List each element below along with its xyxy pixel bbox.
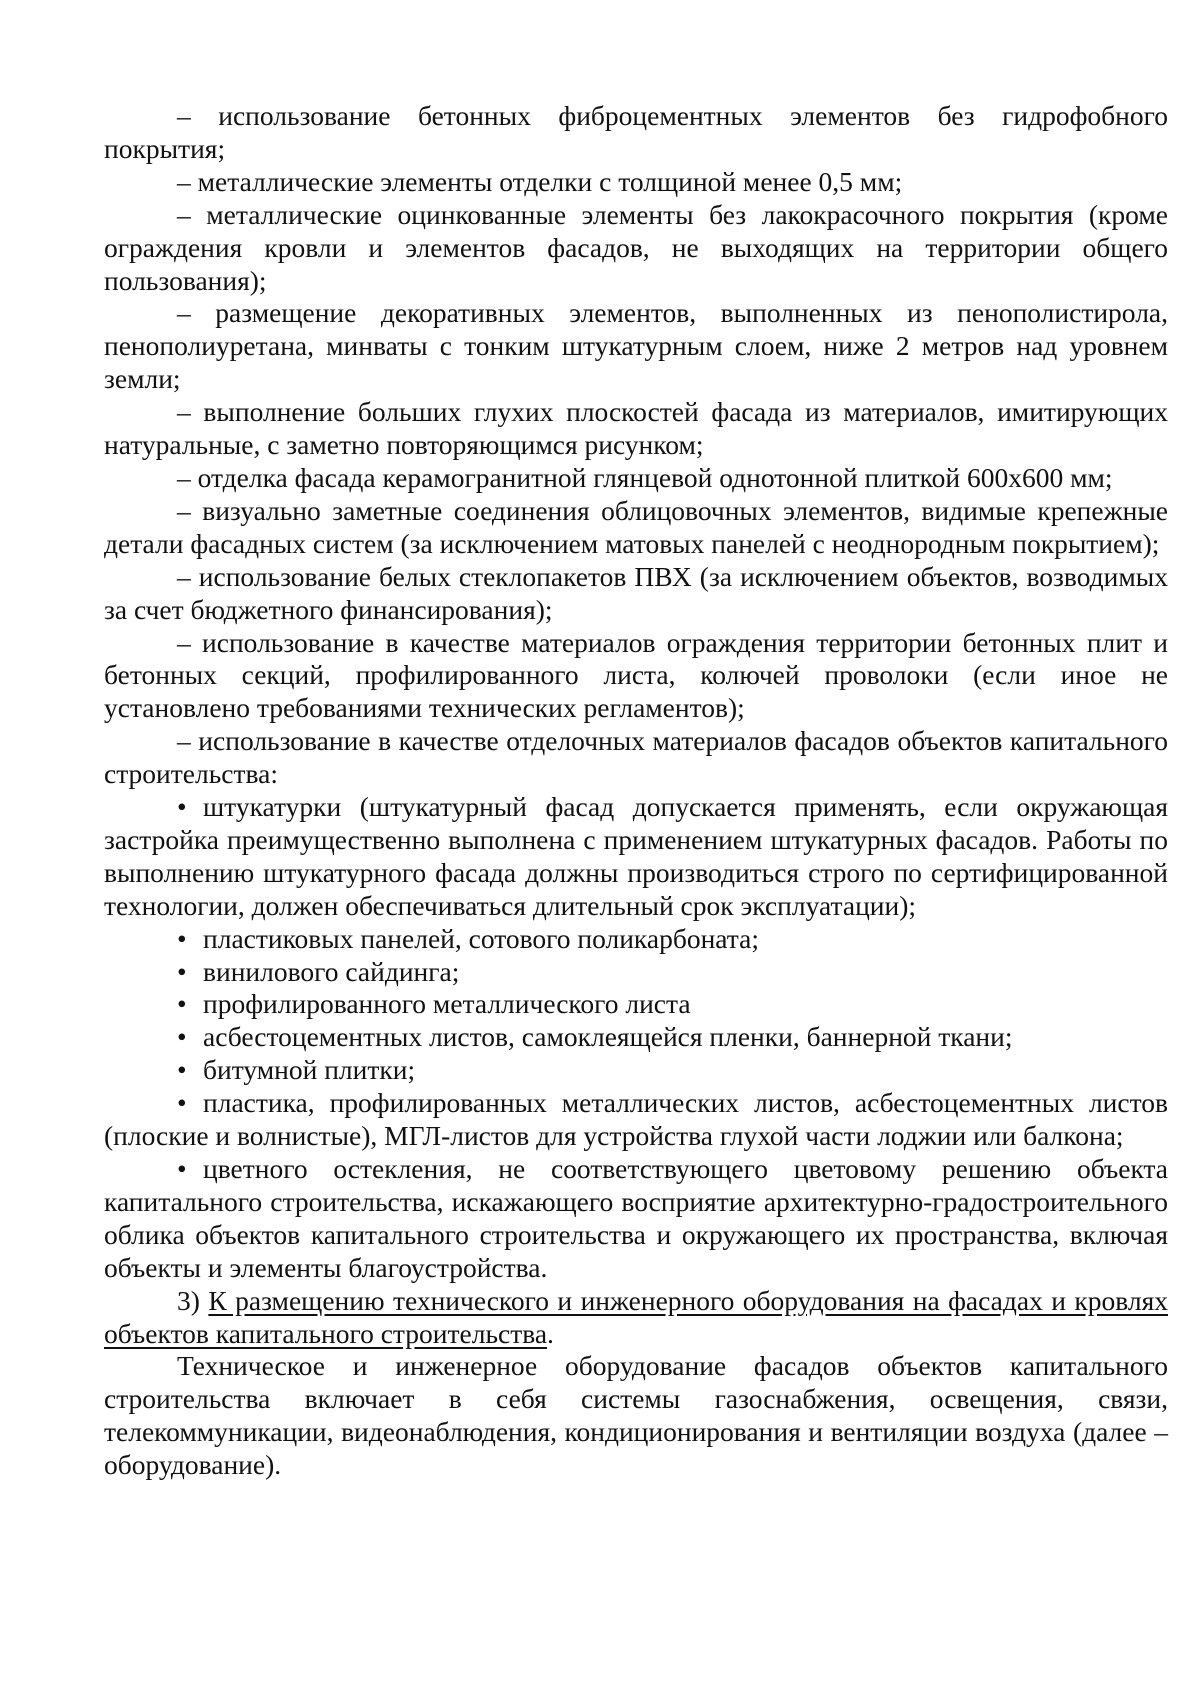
list-item: – выполнение больших глухих плоскостей фасада из материалов, имитирующих натуральные, с заметно повторяющимся рисунком; <box>104 396 1168 461</box>
bullet-icon: • <box>177 988 187 1020</box>
bullet-text: битумной плитки; <box>203 1054 416 1086</box>
bullet-text: пластиковых панелей, сотового поликарбоната; <box>203 922 759 954</box>
bullet-item <box>104 1153 1168 1285</box>
bullet-text: асбестоцементных листов, самоклеящейся пленки, баннерной ткани; <box>203 1021 1013 1053</box>
list-item: – использование в качестве материалов ограждения территории бетонных плит и бетонных секций, профилированного листа, колючей проволоки (если иное не установлено требованиями технических регламентов); <box>104 626 1168 724</box>
bullet-icon: • <box>177 791 187 823</box>
bullet-icon: • <box>177 1021 187 1053</box>
bullet-item <box>104 1054 1168 1087</box>
bullet-text: винилового сайдинга; <box>203 955 460 987</box>
list-item: – визуально заметные соединения облицовочных элементов, видимые крепежные детали фасадных систем (за исключением матовых панелей с неоднородным покрытием); <box>104 494 1168 559</box>
bullet-icon: • <box>177 1087 187 1119</box>
bullet-item <box>104 791 1168 923</box>
list-item: – использование белых стеклопакетов ПВХ (за исключением объектов, возводимых за счет бюджетного финансирования); <box>104 560 1168 625</box>
bullet-item <box>104 1021 1168 1054</box>
bullet-item <box>104 1087 1168 1153</box>
closing-paragraph: Техническое и инженерное оборудование фасадов объектов капитального строительства включает в себя системы газоснабжения, освещения, связи, телекоммуникации, видеонаблюдения, кондиционирования и вентиляции воздуха (далее – оборудование). <box>104 1350 1168 1481</box>
bullet-icon: • <box>177 1153 187 1184</box>
bullet-item <box>104 923 1168 956</box>
section-heading-text: К размещению технического и инженерного оборудования на фасадах и кровлях объектов капитального строительства <box>104 1284 1169 1349</box>
bullet-text: профилированного металлического листа <box>203 988 691 1020</box>
list-item: – металлические элементы отделки с толщиной менее 0,5 мм; <box>177 165 903 197</box>
bullet-text: цветного остекления, не соответствующего цветовому решению объекта капитального строительства, искажающего восприятие архитектурно-градостроительного облика объектов капитального строительства и окружающего их пространства, включая объекты и элементы благоустройства. <box>104 1153 1168 1283</box>
section-heading-end: . <box>547 1317 554 1349</box>
list-item: – размещение декоративных элементов, выполненных из пенополистирола, пенополиуретана, минваты с тонким штукатурным слоем, ниже 2 метров над уровнем земли; <box>104 297 1168 395</box>
list-item: – металлические оцинкованные элементы без лакокрасочного покрытия (кроме ограждения кровли и элементов фасадов, не выходящих на территории общего пользования); <box>104 198 1168 296</box>
list-item: – отделка фасада керамогранитной глянцевой однотонной плиткой 600х600 мм; <box>177 461 1113 493</box>
section-heading <box>104 1285 1168 1351</box>
bullet-icon: • <box>177 1054 187 1086</box>
section-number: 3) <box>177 1284 200 1316</box>
list-item: – использование в качестве отделочных материалов фасадов объектов капитального строительства: <box>104 725 1168 790</box>
list-item: – использование бетонных фиброцементных элементов без гидрофобного покрытия; <box>104 100 1168 164</box>
bullet-icon: • <box>177 955 187 987</box>
bullet-item <box>104 988 1168 1021</box>
bullet-item <box>104 956 1168 989</box>
document-page <box>104 100 1168 1482</box>
bullet-icon: • <box>177 922 187 954</box>
bullet-text: пластика, профилированных металлических листов, асбестоцементных листов (плоские и волнистые), МГЛ-листов для устройства глухой части лоджии или балкона; <box>104 1087 1168 1152</box>
bullet-text: штукатурки (штукатурный фасад допускается применять, если окружающая застройка преимущественно выполнена с применением штукатурных фасадов. Работы по выполнению штукатурного фасада должны производиться строго по сертифицированной технологии, должен обеспечиваться длительный срок эксплуатации); <box>104 791 1168 921</box>
